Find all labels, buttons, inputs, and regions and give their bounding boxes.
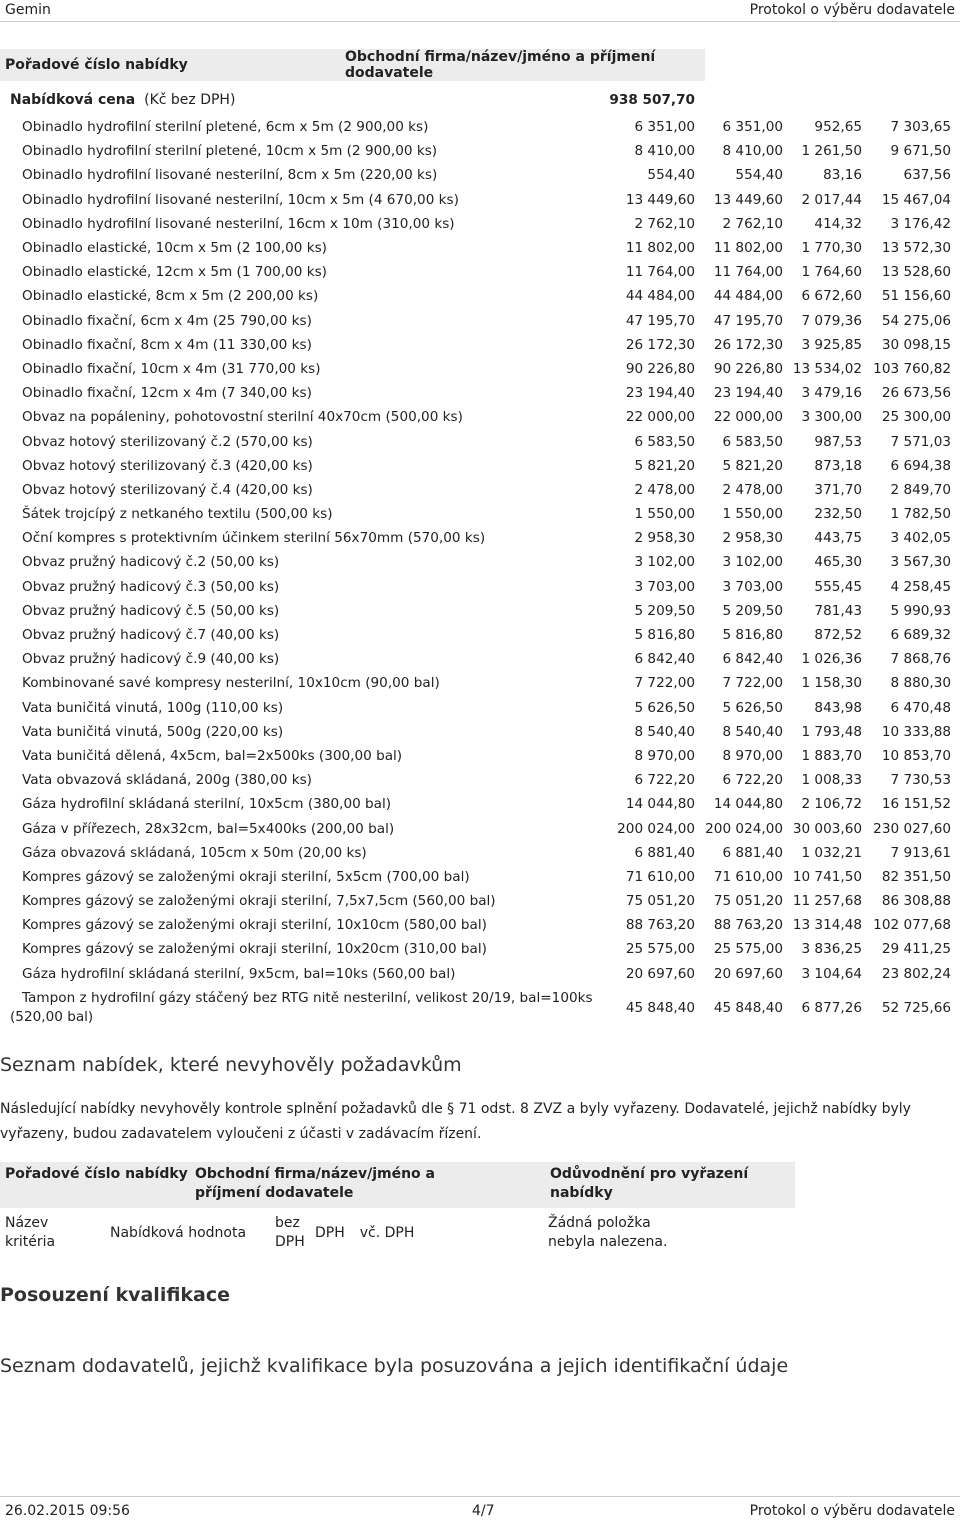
item-label: Oční kompres s protektivním účinkem sterilní 56x70mm (570,00 ks): [22, 530, 486, 547]
item-label: Obvaz na popáleniny, pohotovostní sterilní 40x70cm (500,00 ks): [22, 409, 463, 426]
item-value-4: 7 913,61: [890, 844, 952, 861]
item-value-3: 13 534,02: [792, 360, 862, 377]
qualification-subheading: Seznam dodavatelů, jejichž kvalifikace byla posuzována a jejich identifikační údaje: [0, 1355, 789, 1377]
item-value-1: 14 044,80: [625, 796, 695, 813]
footer-divider: [0, 1496, 960, 1497]
item-value-1: 45 848,40: [625, 999, 695, 1016]
item-value-4: 637,56: [903, 167, 952, 184]
item-value-1: 554,40: [647, 167, 695, 184]
item-value-2: 6 881,40: [722, 844, 783, 861]
item-value-3: 443,75: [814, 530, 862, 547]
offer-item-row: [0, 962, 960, 986]
item-value-3: 555,45: [814, 578, 862, 595]
item-label: Obvaz pružný hadicový č.3 (50,00 ks): [22, 578, 280, 595]
item-label: Obinadlo hydrofilní sterilní pletené, 6cm x 5m (2 900,00 ks): [22, 119, 429, 136]
item-value-2: 5 209,50: [722, 602, 783, 619]
item-label: Obvaz pružný hadicový č.2 (50,00 ks): [22, 554, 280, 571]
item-value-3: 10 741,50: [792, 868, 862, 885]
item-value-3: 83,16: [823, 167, 862, 184]
failed-col-reason: Odůvodnění pro vyřazení nabídky: [545, 1162, 960, 1208]
item-value-1: 90 226,80: [625, 360, 695, 377]
item-value-4: 25 300,00: [881, 409, 952, 426]
item-value-1: 3 102,00: [634, 554, 695, 571]
item-value-3: 414,32: [814, 215, 862, 232]
item-label: Obvaz pružný hadicový č.5 (50,00 ks): [22, 602, 280, 619]
item-value-2: 22 000,00: [713, 409, 783, 426]
item-label: Vata buničitá vinutá, 500g (220,00 ks): [22, 723, 284, 740]
item-value-2: 20 697,60: [713, 965, 783, 982]
item-value-3: 13 314,48: [792, 917, 862, 934]
item-value-2: 5 816,80: [722, 627, 783, 644]
item-value-3: 3 300,00: [801, 409, 862, 426]
item-value-2: 71 610,00: [713, 868, 783, 885]
document-title: Protokol o výběru dodavatele: [749, 2, 955, 18]
item-value-1: 5 626,50: [634, 699, 695, 716]
item-label: Obinadlo fixační, 8cm x 4m (11 330,00 ks): [22, 336, 312, 353]
item-value-4: 5 990,93: [890, 602, 952, 619]
item-value-2: 7 722,00: [722, 675, 783, 692]
item-label: Gáza hydrofilní skládaná sterilní, 9x5cm, bal=10ks (560,00 bal): [22, 965, 456, 982]
item-value-3: 872,52: [814, 627, 862, 644]
offer-item-row: [0, 575, 960, 599]
item-label: Obinadlo elastické, 12cm x 5m (1 700,00 ks): [22, 264, 327, 281]
item-value-1: 71 610,00: [625, 868, 695, 885]
item-value-3: 843,98: [814, 699, 862, 716]
app-name: Gemin: [5, 2, 51, 18]
item-label: Vata obvazová skládaná, 200g (380,00 ks): [22, 772, 312, 789]
item-value-1: 6 722,20: [634, 772, 695, 789]
offer-item-row: [0, 841, 960, 865]
offer-item-row: [0, 405, 960, 429]
item-value-4: 51 156,60: [881, 288, 952, 305]
item-label: Tampon z hydrofilní gázy stáčený bez RTG nitě nesterilní, velikost 20/19, bal=100ks (520,00 bal): [10, 989, 593, 1025]
item-value-3: 371,70: [814, 481, 862, 498]
item-value-4: 7 571,03: [890, 433, 952, 450]
qualification-heading: Posouzení kvalifikace: [0, 1284, 231, 1306]
item-value-4: 15 467,04: [881, 191, 952, 208]
item-value-2: 47 195,70: [713, 312, 783, 329]
offer-item-row: [0, 623, 960, 647]
offer-price-row: [0, 81, 960, 115]
item-value-1: 47 195,70: [625, 312, 695, 329]
item-value-1: 75 051,20: [625, 893, 695, 910]
item-value-3: 987,53: [814, 433, 862, 450]
offer-item-row: [0, 309, 960, 333]
offer-item-row: [0, 212, 960, 236]
item-value-2: 26 172,30: [713, 336, 783, 353]
offer-item-row: [0, 454, 960, 478]
item-value-4: 23 802,24: [881, 965, 952, 982]
item-value-2: 6 842,40: [722, 651, 783, 668]
item-value-3: 2 106,72: [801, 796, 862, 813]
item-value-4: 9 671,50: [890, 143, 952, 160]
item-value-4: 10 853,70: [881, 747, 952, 764]
item-label: Gáza obvazová skládaná, 105cm x 50m (20,00 ks): [22, 844, 367, 861]
item-value-2: 6 351,00: [722, 119, 783, 136]
offer-item-row: [0, 260, 960, 284]
offer-table-header: [0, 49, 960, 81]
offer-item-row: [0, 913, 960, 937]
offer-item-row: [0, 720, 960, 744]
failed-col-firm: Obchodní firma/název/jméno a příjmení dodavatele: [190, 1162, 545, 1208]
offer-price-label: Nabídková cena (Kč bez DPH): [10, 92, 236, 108]
item-value-3: 1 261,50: [801, 143, 862, 160]
item-value-2: 25 575,00: [713, 941, 783, 958]
item-value-1: 7 722,00: [634, 675, 695, 692]
offer-item-row: [0, 816, 960, 840]
item-value-2: 5 821,20: [722, 457, 783, 474]
item-value-1: 6 351,00: [634, 119, 695, 136]
item-value-2: 6 722,20: [722, 772, 783, 789]
item-value-3: 6 672,60: [801, 288, 862, 305]
item-value-4: 8 880,30: [890, 675, 952, 692]
offer-item-row: [0, 357, 960, 381]
item-value-2: 75 051,20: [713, 893, 783, 910]
offer-item-row: [0, 986, 960, 1030]
item-label: Obinadlo hydrofilní lisované nesterilní, 8cm x 5m (220,00 ks): [22, 167, 438, 184]
item-value-1: 2 478,00: [634, 481, 695, 498]
item-value-1: 5 816,80: [634, 627, 695, 644]
offer-item-row: [0, 768, 960, 792]
item-value-4: 7 868,76: [890, 651, 952, 668]
item-value-4: 52 725,66: [881, 999, 952, 1016]
item-value-2: 2 478,00: [722, 481, 783, 498]
item-value-4: 16 151,52: [881, 796, 952, 813]
item-label: Obvaz hotový sterilizovaný č.4 (420,00 ks): [22, 481, 313, 498]
item-value-1: 8 410,00: [634, 143, 695, 160]
offer-item-row: [0, 526, 960, 550]
item-value-2: 8 540,40: [722, 723, 783, 740]
item-value-3: 2 017,44: [801, 191, 862, 208]
item-label: Vata buničitá vinutá, 100g (110,00 ks): [22, 699, 284, 716]
failed-offers-table: [0, 1162, 960, 1258]
item-value-3: 1 026,36: [801, 651, 862, 668]
item-value-3: 3 104,64: [801, 965, 862, 982]
item-label: Kompres gázový se založenými okraji sterilní, 10x20cm (310,00 bal): [22, 941, 487, 958]
offer-item-row: [0, 744, 960, 768]
item-value-1: 2 762,10: [634, 215, 695, 232]
item-value-1: 88 763,20: [625, 917, 695, 934]
item-value-1: 26 172,30: [625, 336, 695, 353]
failed-table-subheader: [0, 1208, 960, 1258]
offer-item-row: [0, 647, 960, 671]
offer-item-row: [0, 550, 960, 574]
offer-item-row: [0, 381, 960, 405]
offer-item-row: [0, 792, 960, 816]
item-label: Obvaz pružný hadicový č.9 (40,00 ks): [22, 651, 280, 668]
item-value-2: 13 449,60: [713, 191, 783, 208]
item-value-1: 3 703,00: [634, 578, 695, 595]
item-value-3: 781,43: [814, 602, 862, 619]
item-value-1: 23 194,40: [625, 385, 695, 402]
sub-criterion-name: Název kritéria: [5, 1215, 56, 1250]
item-label: Obinadlo fixační, 10cm x 4m (31 770,00 ks): [22, 360, 321, 377]
header-divider: [0, 21, 960, 22]
item-value-3: 1 770,30: [801, 240, 862, 257]
item-value-3: 7 079,36: [801, 312, 862, 329]
item-value-2: 2 762,10: [722, 215, 783, 232]
item-value-3: 1 764,60: [801, 264, 862, 281]
offer-item-row: [0, 599, 960, 623]
item-value-4: 7 730,53: [890, 772, 952, 789]
item-label: Obinadlo hydrofilní lisované nesterilní, 10cm x 5m (4 670,00 ks): [22, 191, 459, 208]
offer-item-row: [0, 865, 960, 889]
item-label: Obvaz hotový sterilizovaný č.2 (570,00 ks): [22, 433, 313, 450]
item-value-4: 102 077,68: [873, 917, 952, 934]
item-value-2: 3 703,00: [722, 578, 783, 595]
item-label: Obvaz hotový sterilizovaný č.3 (420,00 ks): [22, 457, 313, 474]
item-value-1: 6 842,40: [634, 651, 695, 668]
item-value-2: 23 194,40: [713, 385, 783, 402]
item-value-3: 3 479,16: [801, 385, 862, 402]
item-label: Obvaz pružný hadicový č.7 (40,00 ks): [22, 627, 280, 644]
item-value-2: 3 102,00: [722, 554, 783, 571]
page-footer: [0, 1503, 960, 1523]
item-value-1: 8 970,00: [634, 747, 695, 764]
failed-table-header: [0, 1162, 960, 1208]
item-label: Obinadlo elastické, 8cm x 5m (2 200,00 ks): [22, 288, 319, 305]
item-value-2: 5 626,50: [722, 699, 783, 716]
footer-page-number: 4/7: [472, 1503, 495, 1519]
item-value-4: 6 694,38: [890, 457, 952, 474]
failed-col-order: Pořadové číslo nabídky: [0, 1162, 190, 1208]
item-value-1: 2 958,30: [634, 530, 695, 547]
item-value-4: 1 782,50: [890, 506, 952, 523]
item-label: Obinadlo elastické, 10cm x 5m (2 100,00 ks): [22, 240, 327, 257]
offer-item-row: [0, 671, 960, 695]
item-value-1: 11 764,00: [625, 264, 695, 281]
item-value-2: 8 970,00: [722, 747, 783, 764]
item-value-2: 2 958,30: [722, 530, 783, 547]
sub-offer-value: Nabídková hodnota: [110, 1224, 247, 1241]
item-label: Kombinované savé kompresy nesterilní, 10x10cm (90,00 bal): [22, 675, 440, 692]
offer-prices-table: [0, 49, 960, 1030]
offer-item-row: [0, 115, 960, 139]
item-value-4: 2 849,70: [890, 481, 952, 498]
item-value-4: 3 567,30: [890, 554, 952, 571]
item-value-4: 13 528,60: [881, 264, 952, 281]
item-value-3: 3 925,85: [801, 336, 862, 353]
offer-item-row: [0, 429, 960, 453]
sub-without-vat: bez DPH: [275, 1215, 305, 1250]
offer-item-row: [0, 478, 960, 502]
footer-date: 26.02.2015 09:56: [5, 1503, 130, 1519]
item-value-2: 554,40: [735, 167, 783, 184]
item-value-4: 29 411,25: [881, 941, 952, 958]
offer-item-row: [0, 236, 960, 260]
item-value-1: 44 484,00: [625, 288, 695, 305]
item-value-3: 1 008,33: [801, 772, 862, 789]
item-value-3: 1 158,30: [801, 675, 862, 692]
page-header: [0, 0, 960, 20]
item-label: Kompres gázový se založenými okraji sterilní, 5x5cm (700,00 bal): [22, 868, 470, 885]
item-value-3: 952,65: [814, 119, 862, 136]
item-value-3: 30 003,60: [792, 820, 862, 837]
failed-offers-paragraph: Následující nabídky nevyhověly kontrole splnění požadavků dle § 71 odst. 8 ZVZ a byly vyřazeny. Dodavatelé, jejichž nabídky byly vyřazeny, budou zadavatelem vyloučeni z účasti v zadávacím řízení.: [0, 1101, 911, 1142]
item-value-1: 5 821,20: [634, 457, 695, 474]
item-value-4: 6 470,48: [890, 699, 952, 716]
item-value-2: 44 484,00: [713, 288, 783, 305]
item-value-1: 1 550,00: [634, 506, 695, 523]
item-value-2: 14 044,80: [713, 796, 783, 813]
item-value-2: 11 764,00: [713, 264, 783, 281]
item-value-2: 1 550,00: [722, 506, 783, 523]
item-label: Obinadlo hydrofilní sterilní pletené, 10cm x 5m (2 900,00 ks): [22, 143, 438, 160]
item-value-4: 230 027,60: [873, 820, 952, 837]
offer-item-row: [0, 333, 960, 357]
failed-empty-message: Žádná položka nebyla nalezena.: [548, 1215, 668, 1250]
item-value-2: 88 763,20: [713, 917, 783, 934]
col-firm-header: Obchodní firma/název/jméno a příjmení dodavatele: [345, 49, 705, 81]
item-label: Obinadlo fixační, 6cm x 4m (25 790,00 ks): [22, 312, 312, 329]
item-value-1: 25 575,00: [625, 941, 695, 958]
item-label: Kompres gázový se založenými okraji sterilní, 10x10cm (580,00 bal): [22, 917, 487, 934]
item-value-4: 13 572,30: [881, 240, 952, 257]
item-value-4: 103 760,82: [873, 360, 952, 377]
item-value-4: 82 351,50: [881, 868, 952, 885]
item-label: Gáza v přířezech, 28x32cm, bal=5x400ks (200,00 bal): [22, 820, 395, 837]
item-value-4: 6 689,32: [890, 627, 952, 644]
offer-item-row: [0, 502, 960, 526]
item-value-2: 6 583,50: [722, 433, 783, 450]
item-value-4: 30 098,15: [881, 336, 952, 353]
item-value-3: 1 032,21: [801, 844, 862, 861]
item-label: Kompres gázový se založenými okraji sterilní, 7,5x7,5cm (560,00 bal): [22, 893, 496, 910]
item-label: Gáza hydrofilní skládaná sterilní, 10x5cm (380,00 bal): [22, 796, 392, 813]
item-value-3: 232,50: [814, 506, 862, 523]
item-value-2: 11 802,00: [713, 240, 783, 257]
offer-item-row: [0, 139, 960, 163]
item-value-2: 8 410,00: [722, 143, 783, 160]
item-value-3: 465,30: [814, 554, 862, 571]
item-value-4: 3 402,05: [890, 530, 952, 547]
offer-item-row: [0, 889, 960, 913]
offer-item-row: [0, 188, 960, 212]
offer-item-row: [0, 284, 960, 308]
item-value-1: 11 802,00: [625, 240, 695, 257]
item-value-3: 873,18: [814, 457, 862, 474]
item-value-1: 8 540,40: [634, 723, 695, 740]
sub-vat: DPH vč. DPH: [315, 1224, 415, 1241]
item-value-2: 90 226,80: [713, 360, 783, 377]
item-value-3: 3 836,25: [801, 941, 862, 958]
item-value-3: 1 883,70: [801, 747, 862, 764]
item-value-4: 54 275,06: [881, 312, 952, 329]
item-value-4: 3 176,42: [890, 215, 952, 232]
offer-item-row: [0, 937, 960, 961]
item-value-1: 13 449,60: [625, 191, 695, 208]
item-value-4: 86 308,88: [881, 893, 952, 910]
item-value-1: 200 024,00: [617, 820, 695, 837]
item-label: Šátek trojcípý z netkaného textilu (500,00 ks): [22, 506, 333, 523]
item-value-1: 20 697,60: [625, 965, 695, 982]
item-value-4: 7 303,65: [890, 119, 952, 136]
col-order-header: Pořadové číslo nabídky: [0, 49, 600, 81]
item-value-2: 45 848,40: [713, 999, 783, 1016]
item-value-4: 26 673,56: [881, 385, 952, 402]
item-label: Vata buničitá dělená, 4x5cm, bal=2x500ks (300,00 bal): [22, 747, 403, 764]
item-value-3: 6 877,26: [801, 999, 862, 1016]
offer-item-row: [0, 163, 960, 187]
item-value-1: 5 209,50: [634, 602, 695, 619]
item-value-4: 10 333,88: [881, 723, 952, 740]
offer-price-value: 938 507,70: [609, 92, 695, 108]
item-value-3: 11 257,68: [792, 893, 862, 910]
item-value-1: 6 881,40: [634, 844, 695, 861]
footer-document-title: Protokol o výběru dodavatele: [749, 1503, 955, 1519]
item-value-4: 4 258,45: [890, 578, 952, 595]
item-value-2: 200 024,00: [705, 820, 783, 837]
item-value-1: 22 000,00: [625, 409, 695, 426]
failed-offers-heading: Seznam nabídek, které nevyhověly požadavkům: [0, 1054, 462, 1076]
item-label: Obinadlo hydrofilní lisované nesterilní, 16cm x 10m (310,00 ks): [22, 215, 455, 232]
item-value-1: 6 583,50: [634, 433, 695, 450]
item-value-3: 1 793,48: [801, 723, 862, 740]
offer-item-row: [0, 696, 960, 720]
item-label: Obinadlo fixační, 12cm x 4m (7 340,00 ks): [22, 385, 312, 402]
